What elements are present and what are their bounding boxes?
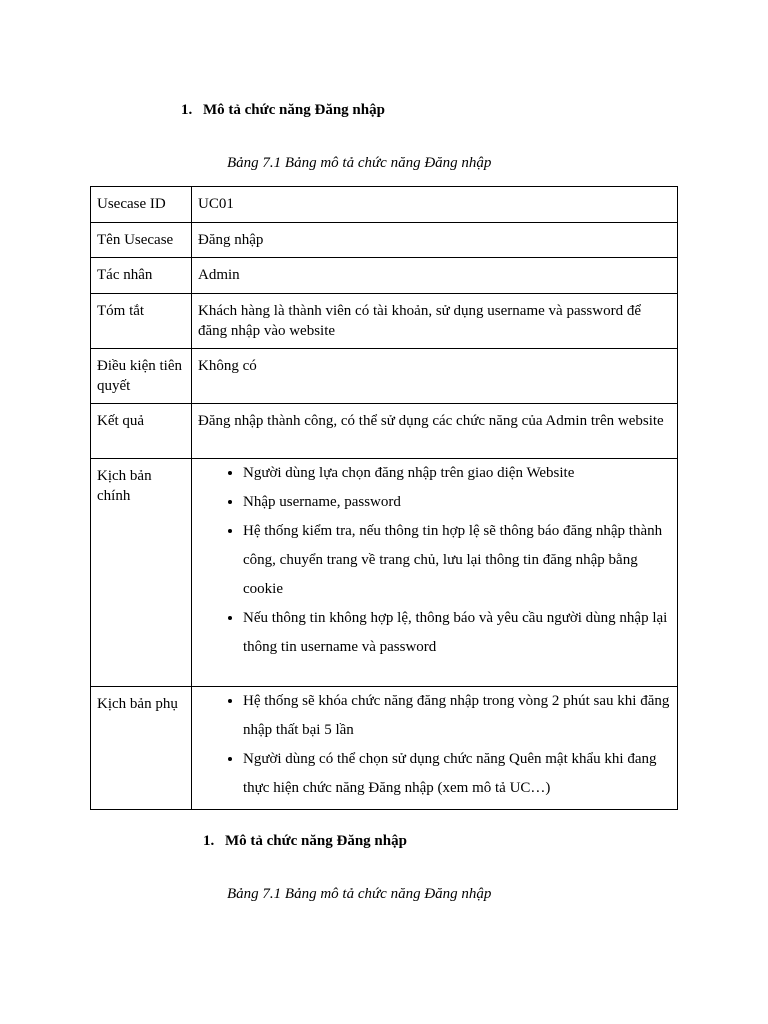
- row-value: [192, 687, 678, 810]
- table-row: [91, 294, 678, 349]
- row-label: Tên Usecase: [91, 223, 192, 258]
- alt-scenario-list: [198, 687, 671, 803]
- row-value: Đăng nhập: [192, 223, 678, 258]
- row-label: Kết quả: [91, 404, 192, 459]
- list-item: • Người dùng lựa chọn đăng nhập trên giao diện Website: [243, 459, 671, 488]
- row-value: Admin: [192, 258, 678, 294]
- section-title: Mô tả chức năng Đăng nhập: [225, 833, 407, 849]
- list-item: • Hệ thống sẽ khóa chức năng đăng nhập trong vòng 2 phút sau khi đăng nhập thất bại 5 lần: [243, 687, 671, 745]
- table-row: [91, 349, 678, 404]
- row-value: Không có: [192, 349, 678, 404]
- row-label: Kịch bản chính: [91, 459, 192, 687]
- row-label: Tác nhân: [91, 258, 192, 294]
- main-scenario-list: [198, 459, 671, 662]
- table-row: [91, 404, 678, 459]
- section-heading: [181, 102, 385, 119]
- table-row: [91, 258, 678, 294]
- table-row: [91, 459, 678, 687]
- table-row: [91, 687, 678, 810]
- list-item: • Người dùng có thể chọn sử dụng chức năng Quên mật khẩu khi đang thực hiện chức năng Đăng nhập (xem mô tả UC…): [243, 745, 671, 803]
- row-label: Kịch bản phụ: [91, 687, 192, 810]
- table-row: [91, 223, 678, 258]
- row-label: Tóm tắt: [91, 294, 192, 349]
- row-value: Khách hàng là thành viên có tài khoản, sử dụng username và password để đăng nhập vào website: [192, 294, 678, 349]
- row-value: UC01: [192, 187, 678, 223]
- section-title: Mô tả chức năng Đăng nhập: [203, 102, 385, 118]
- table-caption: Bảng 7.1 Bảng mô tả chức năng Đăng nhập: [227, 155, 492, 171]
- section-number: 1.: [203, 833, 215, 849]
- section-number: 1.: [181, 102, 193, 118]
- usecase-table: [90, 186, 678, 810]
- row-value: Đăng nhập thành công, có thể sử dụng các chức năng của Admin trên website: [192, 404, 678, 459]
- row-value: [192, 459, 678, 687]
- table-caption-repeat: Bảng 7.1 Bảng mô tả chức năng Đăng nhập: [227, 886, 492, 902]
- row-label: Điều kiện tiên quyết: [91, 349, 192, 404]
- section-heading-repeat: [203, 833, 407, 850]
- list-item: • Hệ thống kiểm tra, nếu thông tin hợp lệ sẽ thông báo đăng nhập thành công, chuyển trang về trang chủ, lưu lại thông tin đăng nhập bằng cookie: [243, 517, 671, 604]
- table-row: [91, 187, 678, 223]
- list-item: • Nếu thông tin không hợp lệ, thông báo và yêu cầu người dùng nhập lại thông tin username và password: [243, 604, 671, 662]
- list-item: • Nhập username, password: [243, 488, 671, 517]
- row-label: Usecase ID: [91, 187, 192, 223]
